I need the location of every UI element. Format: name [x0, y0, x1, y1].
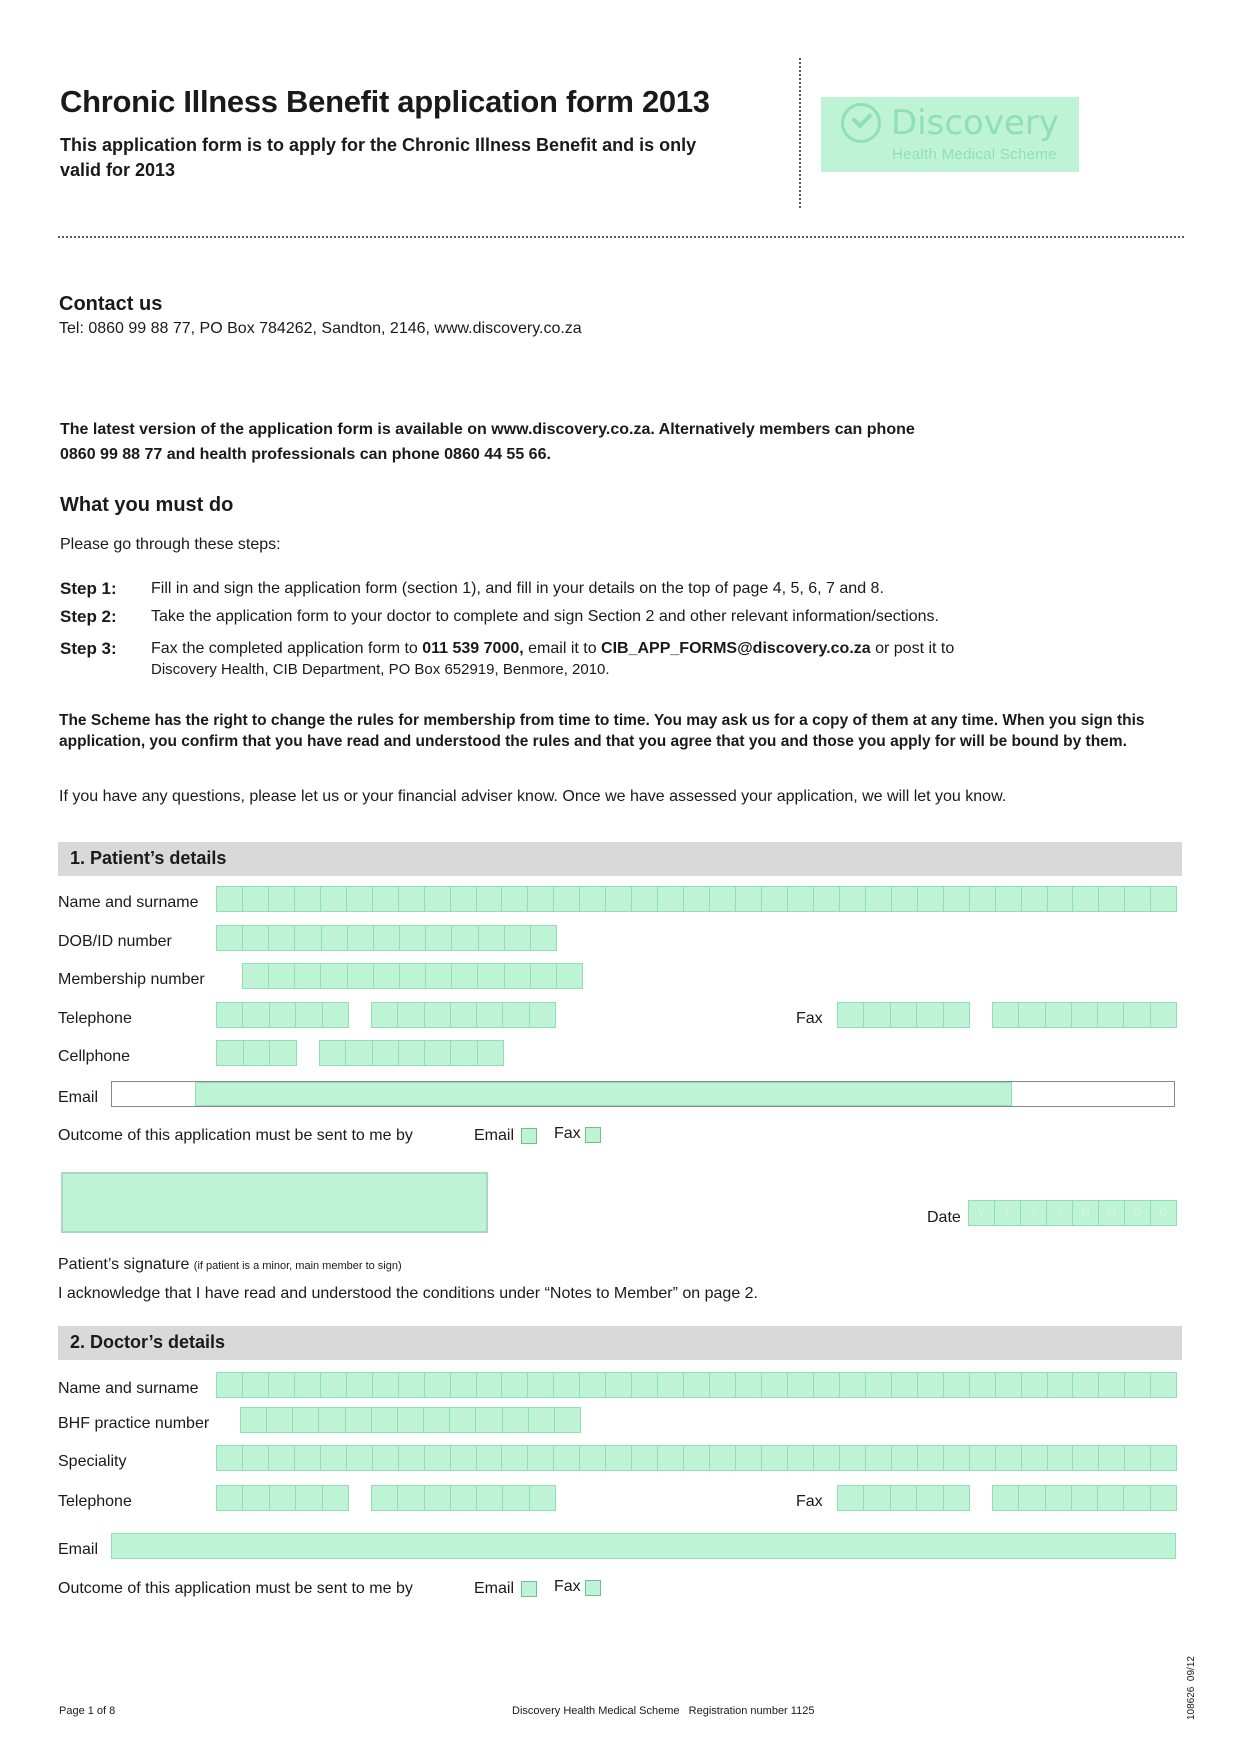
char-box[interactable] [268, 886, 295, 912]
char-box[interactable] [1123, 1002, 1150, 1028]
patient-date-label: Date [927, 1209, 961, 1226]
char-box[interactable] [216, 925, 243, 951]
date-char-box[interactable]: Y [1020, 1200, 1047, 1226]
step-3-address: Discovery Health, CIB Department, PO Box 652919, Benmore, 2010. [151, 661, 610, 678]
char-box[interactable] [605, 886, 632, 912]
char-box[interactable] [943, 1372, 970, 1398]
char-box[interactable] [397, 1002, 424, 1028]
footer-page-number: Page 1 of 8 [59, 1705, 116, 1717]
char-box[interactable] [450, 1372, 477, 1398]
contact-heading: Contact us [59, 293, 163, 315]
char-box[interactable] [579, 1372, 606, 1398]
char-box[interactable] [735, 1445, 762, 1471]
char-box[interactable] [398, 886, 425, 912]
char-box[interactable] [504, 963, 531, 989]
char-box[interactable] [839, 1445, 866, 1471]
doctor-fax-number-field[interactable] [992, 1485, 1176, 1511]
char-box[interactable] [425, 925, 452, 951]
char-box[interactable] [1150, 1002, 1177, 1028]
char-box[interactable] [266, 1407, 293, 1433]
char-box[interactable] [501, 1445, 528, 1471]
char-box[interactable] [527, 1372, 554, 1398]
logo-tagline: Health Medical Scheme [892, 146, 1057, 163]
char-box[interactable] [397, 1485, 424, 1511]
char-box[interactable] [424, 1445, 451, 1471]
char-box[interactable] [345, 1407, 372, 1433]
char-box[interactable] [243, 1040, 271, 1066]
step-3-text: Fax the completed application form to 011 539 7000, email it to CIB_APP_FORMS@discovery.co.za or post it to [151, 640, 955, 657]
char-box[interactable] [345, 1040, 372, 1066]
char-box[interactable] [943, 1485, 970, 1511]
step-1-text: Fill in and sign the application form (section 1), and fill in your details on the top of page 4, 5, 6, 7 and 8. [151, 580, 884, 597]
char-box[interactable] [761, 886, 788, 912]
char-box[interactable] [891, 886, 918, 912]
patient-email-label: Email [58, 1089, 99, 1106]
patient-telephone-number-field[interactable] [371, 1002, 555, 1028]
char-box[interactable] [657, 886, 684, 912]
char-box[interactable] [476, 1485, 503, 1511]
char-box[interactable] [813, 886, 840, 912]
char-box[interactable] [969, 1445, 996, 1471]
char-box[interactable] [242, 963, 269, 989]
char-box[interactable] [1124, 1445, 1151, 1471]
char-box[interactable] [992, 1485, 1019, 1511]
patient-acknowledgement: I acknowledge that I have read and understood the conditions under “Notes to Member” on page 2. [58, 1285, 758, 1302]
char-box[interactable] [1018, 1485, 1045, 1511]
patient-cellphone-label: Cellphone [58, 1048, 131, 1065]
patient-dob-label: DOB/ID number [58, 933, 172, 950]
char-box[interactable] [1018, 1002, 1045, 1028]
char-box[interactable] [863, 1002, 890, 1028]
char-box[interactable] [837, 1485, 864, 1511]
char-box[interactable] [527, 886, 554, 912]
char-box[interactable] [240, 1407, 267, 1433]
char-box[interactable] [424, 1372, 451, 1398]
discovery-logo [821, 97, 1079, 172]
char-box[interactable] [295, 1485, 322, 1511]
char-box[interactable] [268, 925, 295, 951]
char-box[interactable] [1098, 1445, 1125, 1471]
char-box[interactable] [1021, 886, 1048, 912]
char-box[interactable] [631, 886, 658, 912]
char-box[interactable] [943, 886, 970, 912]
char-box[interactable] [787, 1372, 814, 1398]
cib-fax-number: 011 539 7000, [422, 640, 524, 657]
char-box[interactable] [709, 1372, 736, 1398]
char-box[interactable] [1071, 1485, 1098, 1511]
patient-signature-field[interactable] [61, 1172, 488, 1233]
char-box[interactable] [1150, 1485, 1177, 1511]
char-box[interactable] [322, 1002, 349, 1028]
char-box[interactable] [995, 1372, 1022, 1398]
char-box[interactable] [372, 1040, 399, 1066]
date-char-box[interactable]: Y [1046, 1200, 1073, 1226]
char-box[interactable] [735, 886, 762, 912]
char-box[interactable] [372, 1445, 399, 1471]
char-box[interactable] [1124, 886, 1151, 912]
char-box[interactable] [449, 1407, 476, 1433]
char-box[interactable] [372, 886, 399, 912]
char-box[interactable] [424, 1002, 451, 1028]
char-box[interactable] [424, 1485, 451, 1511]
patient-name-label: Name and surname [58, 894, 199, 911]
patient-outcome-label: Outcome of this application must be sent to me by [58, 1127, 413, 1144]
char-box[interactable] [242, 925, 269, 951]
char-box[interactable] [347, 925, 374, 951]
doctor-name-label: Name and surname [58, 1380, 199, 1397]
logo-wordmark: Discovery [891, 103, 1059, 143]
char-box[interactable] [242, 1372, 269, 1398]
patient-dob-field[interactable] [216, 925, 556, 951]
char-box[interactable] [554, 1407, 581, 1433]
char-box[interactable] [451, 925, 478, 951]
char-box[interactable] [346, 1445, 373, 1471]
char-box[interactable] [605, 1445, 632, 1471]
doctor-email-field[interactable] [111, 1533, 1176, 1559]
char-box[interactable] [450, 1002, 477, 1028]
doctor-speciality-field[interactable] [216, 1445, 1176, 1471]
char-box[interactable] [398, 1040, 425, 1066]
char-box[interactable] [450, 1445, 477, 1471]
char-box[interactable] [992, 1002, 1019, 1028]
char-box[interactable] [1047, 1445, 1074, 1471]
char-box[interactable] [294, 963, 321, 989]
char-box[interactable] [346, 1372, 373, 1398]
char-box[interactable] [450, 1040, 477, 1066]
char-box[interactable] [268, 1372, 295, 1398]
char-box[interactable] [318, 1407, 345, 1433]
steps-intro: Please go through these steps: [60, 536, 281, 553]
char-box[interactable] [943, 1445, 970, 1471]
char-box[interactable] [319, 1040, 346, 1066]
char-box[interactable] [530, 963, 557, 989]
date-char-box[interactable]: M [1098, 1200, 1125, 1226]
step-2-label: Step 2: [60, 607, 117, 626]
page-title: Chronic Illness Benefit application form 2013 [60, 84, 710, 119]
page-subtitle: This application form is to apply for the Chronic Illness Benefit and is only valid for 2013 [60, 135, 697, 180]
char-box[interactable] [579, 1445, 606, 1471]
char-box[interactable] [373, 925, 400, 951]
char-box[interactable] [916, 1002, 943, 1028]
char-box[interactable] [917, 886, 944, 912]
char-box[interactable] [657, 1372, 684, 1398]
char-box[interactable] [1098, 886, 1125, 912]
doctor-speciality-label: Speciality [58, 1453, 127, 1470]
char-box[interactable] [268, 963, 295, 989]
char-box[interactable] [529, 1485, 556, 1511]
patient-telephone-code-field[interactable] [216, 1002, 348, 1028]
char-box[interactable] [399, 925, 426, 951]
char-box[interactable] [320, 1445, 347, 1471]
date-char-box[interactable]: Y [994, 1200, 1021, 1226]
char-box[interactable] [475, 1407, 502, 1433]
questions-paragraph: If you have any questions, please let us or your financial adviser know. Once we have assessed your application, we will let you know. [59, 788, 1007, 805]
char-box[interactable] [890, 1002, 917, 1028]
char-box[interactable] [865, 1445, 892, 1471]
doctor-bhf-field[interactable] [240, 1407, 580, 1433]
char-box[interactable] [216, 1485, 243, 1511]
char-box[interactable] [865, 886, 892, 912]
doctor-email-label: Email [58, 1541, 99, 1558]
patient-outcome-fax-label: Fax [554, 1125, 581, 1142]
char-box[interactable] [476, 1002, 503, 1028]
char-box[interactable] [294, 925, 321, 951]
patient-name-field[interactable] [216, 886, 1176, 912]
char-box[interactable] [478, 925, 505, 951]
char-box[interactable] [502, 1002, 529, 1028]
char-box[interactable] [371, 1407, 398, 1433]
char-box[interactable] [1150, 1445, 1177, 1471]
char-box[interactable] [242, 1002, 269, 1028]
char-box[interactable] [995, 1445, 1022, 1471]
char-box[interactable] [476, 1372, 503, 1398]
char-box[interactable] [1098, 1372, 1125, 1398]
char-box[interactable] [1150, 1372, 1177, 1398]
char-box[interactable] [269, 1040, 297, 1066]
patient-outcome-fax-checkbox[interactable] [585, 1127, 601, 1143]
char-box[interactable] [1045, 1485, 1072, 1511]
char-box[interactable] [1045, 1002, 1072, 1028]
char-box[interactable] [242, 1445, 269, 1471]
char-box[interactable] [735, 1372, 762, 1398]
char-box[interactable] [657, 1445, 684, 1471]
char-box[interactable] [917, 1445, 944, 1471]
patient-signature-note: (if patient is a minor, main member to sign) [193, 1260, 402, 1272]
char-box[interactable] [423, 1407, 450, 1433]
char-box[interactable] [425, 963, 452, 989]
char-box[interactable] [579, 886, 606, 912]
char-box[interactable] [295, 1002, 322, 1028]
char-box[interactable] [501, 1372, 528, 1398]
char-box[interactable] [294, 1445, 321, 1471]
char-box[interactable] [553, 1445, 580, 1471]
char-box[interactable] [216, 886, 243, 912]
header-rule [58, 236, 1184, 238]
patient-email-field[interactable] [111, 1081, 1175, 1107]
step-2-text: Take the application form to your doctor to complete and sign Section 2 and other relevant information/sections. [151, 608, 939, 625]
date-char-box[interactable]: D [1124, 1200, 1151, 1226]
char-box[interactable] [631, 1372, 658, 1398]
char-box[interactable] [269, 1485, 296, 1511]
doctor-fax-label: Fax [796, 1493, 823, 1510]
char-box[interactable] [813, 1445, 840, 1471]
patient-fax-code-field[interactable] [837, 1002, 969, 1028]
date-char-box[interactable]: Y [968, 1200, 995, 1226]
char-box[interactable] [631, 1445, 658, 1471]
char-box[interactable] [399, 963, 426, 989]
char-box[interactable] [502, 1407, 529, 1433]
char-box[interactable] [891, 1445, 918, 1471]
char-box[interactable] [322, 1485, 349, 1511]
char-box[interactable] [787, 1445, 814, 1471]
header-divider [799, 58, 801, 208]
char-box[interactable] [863, 1485, 890, 1511]
doctor-fax-code-field[interactable] [837, 1485, 969, 1511]
char-box[interactable] [216, 1002, 243, 1028]
discovery-logo-icon [841, 103, 881, 143]
char-box[interactable] [683, 1372, 710, 1398]
char-box[interactable] [216, 1040, 244, 1066]
char-box[interactable] [504, 925, 531, 951]
doctor-outcome-label: Outcome of this application must be sent to me by [58, 1580, 413, 1597]
doctor-outcome-email-label: Email [474, 1580, 515, 1597]
doctor-telephone-number-field[interactable] [371, 1485, 555, 1511]
char-box[interactable] [761, 1445, 788, 1471]
char-box[interactable] [477, 1040, 504, 1066]
patient-telephone-label: Telephone [58, 1010, 132, 1027]
footer-form-code: 108626 09/12 [1186, 1656, 1197, 1720]
patient-signature-label: Patient’s signature (if patient is a minor, main member to sign) [58, 1256, 402, 1273]
char-box[interactable] [683, 886, 710, 912]
char-box[interactable] [1072, 1372, 1099, 1398]
char-box[interactable] [813, 1372, 840, 1398]
patient-outcome-email-checkbox[interactable] [521, 1128, 537, 1144]
rules-paragraph: The Scheme has the right to change the rules for membership from time to time. You may ask us for a copy of them at any time. When you sign this application, you confirm that you have read and understood the rules and that you agree that you and those you apply for will be bound by them. [59, 712, 1145, 750]
char-box[interactable] [294, 886, 321, 912]
doctor-telephone-label: Telephone [58, 1493, 132, 1510]
char-box[interactable] [1097, 1485, 1124, 1511]
char-box[interactable] [216, 1372, 243, 1398]
char-box[interactable] [347, 963, 374, 989]
doctor-bhf-label: BHF practice number [58, 1415, 210, 1432]
char-box[interactable] [891, 1372, 918, 1398]
char-box[interactable] [916, 1485, 943, 1511]
char-box[interactable] [1047, 1372, 1074, 1398]
char-box[interactable] [527, 1445, 554, 1471]
char-box[interactable] [476, 886, 503, 912]
char-box[interactable] [917, 1372, 944, 1398]
patient-date-field[interactable] [968, 1200, 1176, 1226]
char-box[interactable] [839, 1372, 866, 1398]
cib-email-link[interactable]: CIB_APP_FORMS@discovery.co.za [601, 640, 871, 657]
char-box[interactable] [346, 886, 373, 912]
patient-fax-number-field[interactable] [992, 1002, 1176, 1028]
char-box[interactable] [995, 886, 1022, 912]
patient-membership-label: Membership number [58, 971, 205, 988]
char-box[interactable] [398, 1372, 425, 1398]
char-box[interactable] [969, 886, 996, 912]
char-box[interactable] [216, 1445, 243, 1471]
step-3-label: Step 3: [60, 639, 117, 658]
char-box[interactable] [320, 886, 347, 912]
char-box[interactable] [553, 886, 580, 912]
char-box[interactable] [1071, 1002, 1098, 1028]
char-box[interactable] [451, 963, 478, 989]
char-box[interactable] [1150, 886, 1177, 912]
doctor-name-field[interactable] [216, 1372, 1176, 1398]
patient-outcome-email-label: Email [474, 1127, 515, 1144]
char-box[interactable] [450, 886, 477, 912]
char-box[interactable] [502, 1485, 529, 1511]
char-box[interactable] [1123, 1485, 1150, 1511]
char-box[interactable] [242, 1485, 269, 1511]
char-box[interactable] [1021, 1372, 1048, 1398]
char-box[interactable] [1072, 886, 1099, 912]
char-box[interactable] [242, 886, 269, 912]
patient-section-header: 1. Patient’s details [58, 842, 1182, 876]
char-box[interactable] [268, 1445, 295, 1471]
char-box[interactable] [501, 886, 528, 912]
char-box[interactable] [528, 1407, 555, 1433]
step-1-label: Step 1: [60, 579, 117, 598]
contact-details: Tel: 0860 99 88 77, PO Box 784262, Sandton, 2146, www.discovery.co.za [59, 320, 582, 337]
char-box[interactable] [1021, 1445, 1048, 1471]
char-box[interactable] [890, 1485, 917, 1511]
doctor-section-header: 2. Doctor’s details [58, 1326, 1182, 1360]
char-box[interactable] [969, 1372, 996, 1398]
char-box[interactable] [553, 1372, 580, 1398]
steps-heading: What you must do [60, 494, 234, 516]
char-box[interactable] [530, 925, 557, 951]
char-box[interactable] [398, 1445, 425, 1471]
char-box[interactable] [605, 1372, 632, 1398]
patient-fax-label: Fax [796, 1010, 823, 1027]
notice-line-2: 0860 99 88 77 and health professionals can phone 0860 44 55 66. [60, 446, 551, 463]
char-box[interactable] [839, 886, 866, 912]
doctor-outcome-email-checkbox[interactable] [521, 1581, 537, 1597]
char-box[interactable] [1072, 1445, 1099, 1471]
patient-cellphone-code-field[interactable] [216, 1040, 296, 1066]
char-box[interactable] [477, 963, 504, 989]
char-box[interactable] [320, 1372, 347, 1398]
char-box[interactable] [397, 1407, 424, 1433]
date-char-box[interactable]: D [1150, 1200, 1177, 1226]
patient-cellphone-number-field[interactable] [319, 1040, 503, 1066]
date-char-box[interactable]: M [1072, 1200, 1099, 1226]
char-box[interactable] [371, 1485, 398, 1511]
char-box[interactable] [709, 1445, 736, 1471]
char-box[interactable] [424, 886, 451, 912]
char-box[interactable] [865, 1372, 892, 1398]
char-box[interactable] [373, 963, 400, 989]
char-box[interactable] [683, 1445, 710, 1471]
doctor-outcome-fax-checkbox[interactable] [585, 1580, 601, 1596]
char-box[interactable] [1124, 1372, 1151, 1398]
patient-membership-field[interactable] [242, 963, 582, 989]
char-box[interactable] [371, 1002, 398, 1028]
char-box[interactable] [837, 1002, 864, 1028]
doctor-telephone-code-field[interactable] [216, 1485, 348, 1511]
char-box[interactable] [269, 1002, 296, 1028]
char-box[interactable] [476, 1445, 503, 1471]
notice-line-1: The latest version of the application form is available on www.discovery.co.za. Alternatively members can phone [60, 421, 915, 438]
char-box[interactable] [761, 1372, 788, 1398]
char-box[interactable] [450, 1485, 477, 1511]
char-box[interactable] [1047, 886, 1074, 912]
char-box[interactable] [709, 886, 736, 912]
char-box[interactable] [321, 925, 348, 951]
char-box[interactable] [424, 1040, 451, 1066]
char-box[interactable] [787, 886, 814, 912]
char-box[interactable] [372, 1372, 399, 1398]
char-box[interactable] [556, 963, 583, 989]
char-box[interactable] [943, 1002, 970, 1028]
char-box[interactable] [294, 1372, 321, 1398]
char-box[interactable] [292, 1407, 319, 1433]
char-box[interactable] [529, 1002, 556, 1028]
char-box[interactable] [320, 963, 347, 989]
footer-scheme-registration: Discovery Health Medical Scheme Registration number 1125 [512, 1705, 815, 1717]
doctor-outcome-fax-label: Fax [554, 1578, 581, 1595]
char-box[interactable] [1097, 1002, 1124, 1028]
